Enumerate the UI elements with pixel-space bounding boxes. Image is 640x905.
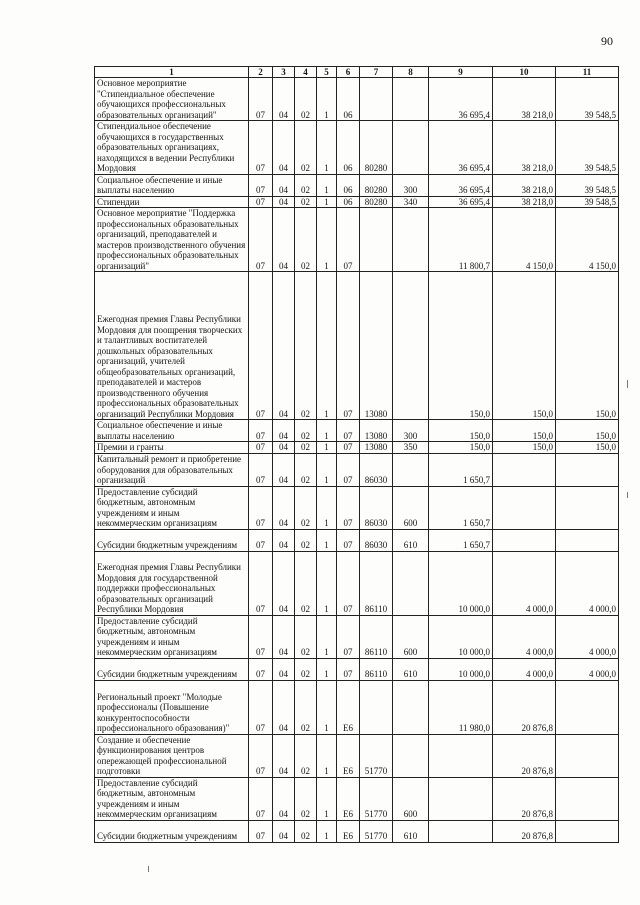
code-cell: [393, 78, 429, 121]
amount-cell: 38 218,0: [493, 174, 556, 196]
row-name-cell: Премии и гранты: [95, 442, 249, 454]
code-cell: [360, 208, 393, 272]
header-cell: 3: [273, 67, 295, 78]
code-cell: 04: [273, 272, 295, 420]
code-cell: 1: [317, 196, 337, 208]
amount-cell: 36 695,4: [429, 78, 493, 121]
code-cell: 02: [295, 442, 317, 454]
code-cell: 80280: [360, 121, 393, 175]
table-row: [95, 121, 619, 175]
code-cell: 04: [273, 174, 295, 196]
code-cell: 04: [273, 680, 295, 734]
code-cell: 07: [249, 272, 273, 420]
amount-cell: 10 000,0: [429, 658, 493, 680]
amount-cell: 4 000,0: [493, 615, 556, 658]
code-cell: 07: [337, 615, 360, 658]
code-cell: [393, 272, 429, 420]
code-cell: 1: [317, 777, 337, 820]
amount-cell: 150,0: [556, 420, 619, 442]
code-cell: 04: [273, 121, 295, 175]
amount-cell: 38 218,0: [493, 121, 556, 175]
code-cell: 07: [249, 658, 273, 680]
code-cell: 07: [249, 196, 273, 208]
budget-table: [94, 66, 619, 843]
code-cell: 51770: [360, 820, 393, 842]
code-cell: 1: [317, 820, 337, 842]
table-row: [95, 420, 619, 442]
amount-cell: [493, 486, 556, 529]
code-cell: 1: [317, 734, 337, 777]
table-row: [95, 658, 619, 680]
row-name-cell: Субсидии бюджетным учреждениям: [95, 820, 249, 842]
table-row: [95, 208, 619, 272]
code-cell: 07: [337, 420, 360, 442]
code-cell: [360, 680, 393, 734]
amount-cell: 20 876,8: [493, 820, 556, 842]
header-cell: 1: [95, 67, 249, 78]
amount-cell: 10 000,0: [429, 551, 493, 615]
code-cell: 04: [273, 196, 295, 208]
code-cell: 610: [393, 820, 429, 842]
code-cell: 02: [295, 820, 317, 842]
amount-cell: 20 876,8: [493, 777, 556, 820]
code-cell: 02: [295, 420, 317, 442]
code-cell: Е6: [337, 777, 360, 820]
amount-cell: [556, 820, 619, 842]
code-cell: 1: [317, 680, 337, 734]
code-cell: 04: [273, 486, 295, 529]
header-cell: 5: [317, 67, 337, 78]
amount-cell: 4 000,0: [556, 551, 619, 615]
code-cell: 02: [295, 78, 317, 121]
amount-cell: 4 000,0: [493, 658, 556, 680]
code-cell: 300: [393, 174, 429, 196]
code-cell: 86110: [360, 551, 393, 615]
code-cell: 07: [249, 734, 273, 777]
code-cell: 02: [295, 680, 317, 734]
table-row: [95, 551, 619, 615]
page-number: 90: [601, 34, 613, 48]
table-row: [95, 486, 619, 529]
code-cell: 1: [317, 174, 337, 196]
code-cell: 1: [317, 529, 337, 551]
code-cell: 1: [317, 442, 337, 454]
amount-cell: 150,0: [493, 420, 556, 442]
header-cell: 8: [393, 67, 429, 78]
code-cell: 07: [249, 442, 273, 454]
row-name-cell: Региональный проект "Молодые профессионалы (Повышение конкурентоспособности профессионального образования)": [95, 680, 249, 734]
amount-cell: [556, 529, 619, 551]
code-cell: 80280: [360, 196, 393, 208]
code-cell: 02: [295, 486, 317, 529]
table-row: [95, 272, 619, 420]
row-name-cell: Капитальный ремонт и приобретение оборудования для образовательных организаций: [95, 453, 249, 486]
amount-cell: 38 218,0: [493, 78, 556, 121]
amount-cell: 150,0: [556, 442, 619, 454]
amount-cell: 39 548,5: [556, 78, 619, 121]
amount-cell: 4 000,0: [493, 551, 556, 615]
amount-cell: 4 000,0: [556, 615, 619, 658]
code-cell: 07: [337, 551, 360, 615]
code-cell: 04: [273, 734, 295, 777]
code-cell: 07: [337, 208, 360, 272]
row-name-cell: Стипендиальное обеспечение обучающихся в государственных образовательных организациях, находящихся в ведении Республики Мордовия: [95, 121, 249, 175]
code-cell: 04: [273, 658, 295, 680]
code-cell: 1: [317, 658, 337, 680]
table-row: [95, 529, 619, 551]
row-name-cell: Предоставление субсидий бюджетным, автономным учреждениям и иным некоммерческим организациям: [95, 615, 249, 658]
amount-cell: [556, 734, 619, 777]
code-cell: 04: [273, 820, 295, 842]
row-name-cell: Социальное обеспечение и иные выплаты населению: [95, 420, 249, 442]
code-cell: 07: [337, 529, 360, 551]
code-cell: [393, 453, 429, 486]
row-name-cell: Социальное обеспечение и иные выплаты населению: [95, 174, 249, 196]
code-cell: 02: [295, 529, 317, 551]
code-cell: 07: [249, 121, 273, 175]
code-cell: 07: [337, 486, 360, 529]
amount-cell: 10 000,0: [429, 615, 493, 658]
row-name-cell: Субсидии бюджетным учреждениям: [95, 658, 249, 680]
code-cell: 07: [249, 615, 273, 658]
code-cell: 300: [393, 420, 429, 442]
amount-cell: 36 695,4: [429, 174, 493, 196]
amount-cell: [556, 486, 619, 529]
code-cell: 07: [337, 272, 360, 420]
code-cell: [393, 121, 429, 175]
code-cell: 600: [393, 615, 429, 658]
code-cell: 86030: [360, 486, 393, 529]
code-cell: 04: [273, 208, 295, 272]
amount-cell: [429, 734, 493, 777]
code-cell: 07: [337, 442, 360, 454]
amount-cell: 20 876,8: [493, 734, 556, 777]
code-cell: 02: [295, 196, 317, 208]
table-row: [95, 453, 619, 486]
amount-cell: 1 650,7: [429, 453, 493, 486]
amount-cell: 150,0: [429, 442, 493, 454]
table-row: [95, 615, 619, 658]
code-cell: 07: [249, 777, 273, 820]
table-row: [95, 174, 619, 196]
code-cell: [393, 734, 429, 777]
code-cell: 02: [295, 208, 317, 272]
header-cell: 9: [429, 67, 493, 78]
amount-cell: 1 650,7: [429, 529, 493, 551]
amount-cell: 150,0: [429, 420, 493, 442]
amount-cell: [556, 777, 619, 820]
row-name-cell: Стипендии: [95, 196, 249, 208]
code-cell: 02: [295, 777, 317, 820]
code-cell: 340: [393, 196, 429, 208]
scan-mark: [627, 492, 628, 498]
amount-cell: 39 548,5: [556, 174, 619, 196]
code-cell: 02: [295, 615, 317, 658]
code-cell: 04: [273, 78, 295, 121]
code-cell: 04: [273, 420, 295, 442]
code-cell: 86110: [360, 615, 393, 658]
code-cell: 07: [249, 680, 273, 734]
code-cell: 600: [393, 777, 429, 820]
code-cell: [393, 551, 429, 615]
code-cell: 06: [337, 174, 360, 196]
amount-cell: [429, 820, 493, 842]
code-cell: Е6: [337, 734, 360, 777]
amount-cell: 11 800,7: [429, 208, 493, 272]
code-cell: 600: [393, 486, 429, 529]
code-cell: 1: [317, 486, 337, 529]
amount-cell: 39 548,5: [556, 121, 619, 175]
table-row: [95, 196, 619, 208]
code-cell: 02: [295, 734, 317, 777]
table-row: [95, 777, 619, 820]
code-cell: [393, 680, 429, 734]
code-cell: 06: [337, 78, 360, 121]
code-cell: 02: [295, 121, 317, 175]
amount-cell: 150,0: [493, 442, 556, 454]
code-cell: 04: [273, 615, 295, 658]
code-cell: 1: [317, 420, 337, 442]
code-cell: 86030: [360, 529, 393, 551]
code-cell: 02: [295, 658, 317, 680]
code-cell: 02: [295, 272, 317, 420]
amount-cell: 36 695,4: [429, 121, 493, 175]
code-cell: 51770: [360, 777, 393, 820]
code-cell: 07: [249, 420, 273, 442]
code-cell: 06: [337, 196, 360, 208]
amount-cell: 150,0: [429, 272, 493, 420]
code-cell: 02: [295, 453, 317, 486]
amount-cell: 4 150,0: [556, 208, 619, 272]
code-cell: 07: [249, 820, 273, 842]
code-cell: 13080: [360, 272, 393, 420]
row-name-cell: Субсидии бюджетным учреждениям: [95, 529, 249, 551]
code-cell: 02: [295, 551, 317, 615]
amount-cell: [556, 680, 619, 734]
header-cell: 2: [249, 67, 273, 78]
code-cell: [393, 208, 429, 272]
code-cell: 07: [249, 486, 273, 529]
code-cell: 07: [249, 208, 273, 272]
header-cell: 6: [337, 67, 360, 78]
table-body: [95, 78, 619, 843]
amount-cell: 38 218,0: [493, 196, 556, 208]
code-cell: 04: [273, 777, 295, 820]
code-cell: 86030: [360, 453, 393, 486]
code-cell: 07: [337, 658, 360, 680]
amount-cell: 150,0: [556, 272, 619, 420]
amount-cell: [493, 529, 556, 551]
code-cell: 13080: [360, 420, 393, 442]
row-name-cell: Ежегодная премия Главы Республики Мордовия для государственной поддержки профессиональных образовательных организаций Республики Мордовия: [95, 551, 249, 615]
code-cell: 07: [249, 78, 273, 121]
code-cell: 610: [393, 529, 429, 551]
amount-cell: 20 876,8: [493, 680, 556, 734]
code-cell: 51770: [360, 734, 393, 777]
code-cell: 07: [249, 551, 273, 615]
code-cell: 80280: [360, 174, 393, 196]
amount-cell: 4 150,0: [493, 208, 556, 272]
row-name-cell: Предоставление субсидий бюджетным, автономным учреждениям и иным некоммерческим организациям: [95, 777, 249, 820]
row-name-cell: Создание и обеспечение функционирования центров опережающей профессиональной подготовки: [95, 734, 249, 777]
code-cell: 07: [249, 174, 273, 196]
table-row: [95, 78, 619, 121]
code-cell: [360, 78, 393, 121]
code-cell: 07: [249, 453, 273, 486]
code-cell: 86110: [360, 658, 393, 680]
amount-cell: 1 650,7: [429, 486, 493, 529]
header-cell: 11: [556, 67, 619, 78]
code-cell: 350: [393, 442, 429, 454]
code-cell: 13080: [360, 442, 393, 454]
code-cell: 06: [337, 121, 360, 175]
code-cell: 610: [393, 658, 429, 680]
code-cell: 1: [317, 551, 337, 615]
header-cell: 7: [360, 67, 393, 78]
code-cell: 1: [317, 208, 337, 272]
code-cell: 1: [317, 272, 337, 420]
code-cell: Е6: [337, 820, 360, 842]
code-cell: Е6: [337, 680, 360, 734]
header-cell: 4: [295, 67, 317, 78]
amount-cell: [556, 453, 619, 486]
table-header-row: [95, 67, 619, 78]
scan-mark: [148, 866, 149, 872]
amount-cell: [429, 777, 493, 820]
header-cell: 10: [493, 67, 556, 78]
code-cell: 07: [337, 453, 360, 486]
code-cell: 04: [273, 529, 295, 551]
code-cell: 1: [317, 78, 337, 121]
row-name-cell: Основное мероприятие "Поддержка профессиональных образовательных организаций, преподавателей и мастеров производственного обучения профессиональных образовательных организаций": [95, 208, 249, 272]
code-cell: 02: [295, 174, 317, 196]
code-cell: 07: [249, 529, 273, 551]
table-row: [95, 442, 619, 454]
amount-cell: 39 548,5: [556, 196, 619, 208]
amount-cell: 150,0: [493, 272, 556, 420]
row-name-cell: Основное мероприятие "Стипендиальное обеспечение обучающихся профессиональных образовательных организаций": [95, 78, 249, 121]
table-row: [95, 680, 619, 734]
table-row: [95, 820, 619, 842]
code-cell: 04: [273, 551, 295, 615]
code-cell: 1: [317, 121, 337, 175]
row-name-cell: Ежегодная премия Главы Республики Мордовия для поощрения творческих и талантливых воспитателей дошкольных образовательных организаций, учителей общеобразовательных организаций, преподавателей и мастеров производственного обучения профессиональных образовательных организаций Республики Мордовия: [95, 272, 249, 420]
code-cell: 1: [317, 453, 337, 486]
amount-cell: [493, 453, 556, 486]
table-row: [95, 734, 619, 777]
row-name-cell: Предоставление субсидий бюджетным, автономным учреждениям и иным некоммерческим организациям: [95, 486, 249, 529]
code-cell: 04: [273, 442, 295, 454]
scan-mark: [627, 380, 628, 388]
code-cell: 04: [273, 453, 295, 486]
amount-cell: 11 980,0: [429, 680, 493, 734]
amount-cell: 4 000,0: [556, 658, 619, 680]
amount-cell: 36 695,4: [429, 196, 493, 208]
code-cell: 1: [317, 615, 337, 658]
